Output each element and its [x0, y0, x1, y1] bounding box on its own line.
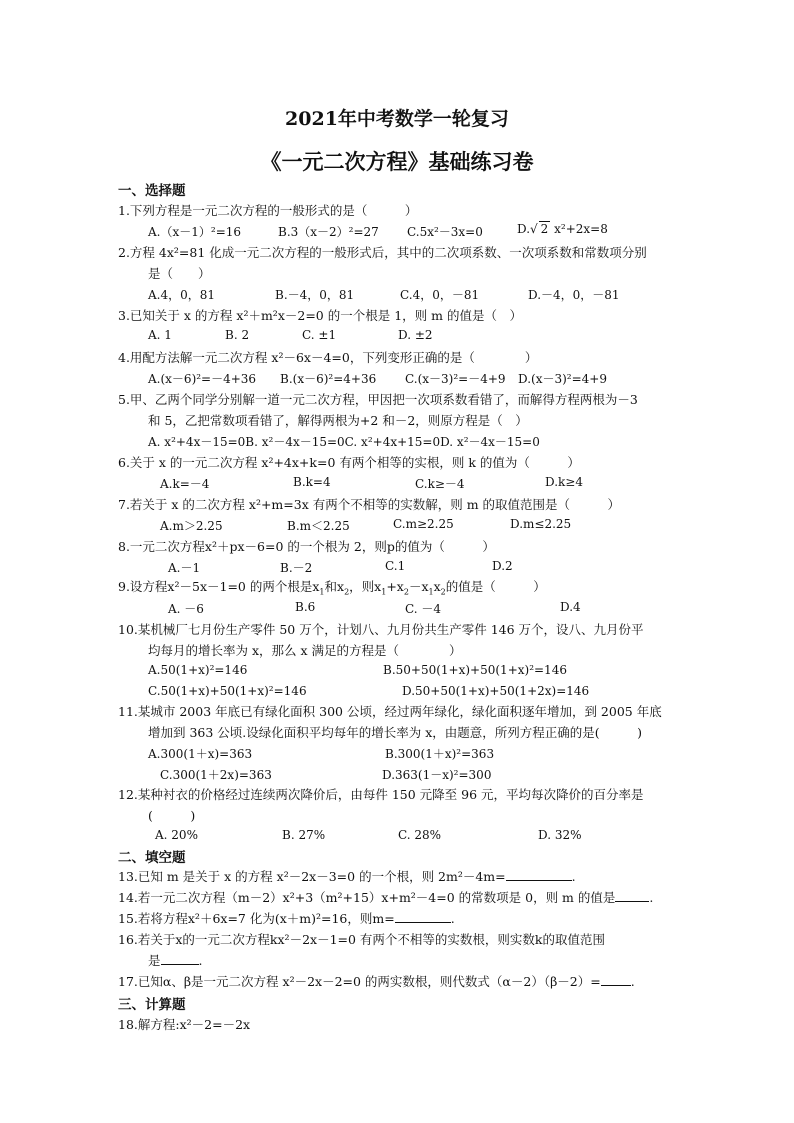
question-2-line-1: 2.方程 4x²=81 化成一元二次方程的一般形式后，其中的二次项系数、一次项系数和常数项分别 — [118, 245, 647, 260]
question-10-line-1: 10.某机械厂七月份生产零件 50 万个，计划八、九月份共生产零件 146 万个，设八、九月份平 — [118, 622, 644, 637]
question-16-line-2 — [148, 951, 203, 969]
q3-option-c: C. ±1 — [302, 328, 337, 342]
question-11-line-1: 11.某城市 2003 年底已有绿化面积 300 公顷，经过两年绿化，绿化面积逐年增加，到 2005 年底 — [118, 704, 662, 719]
q7-option-c: C.m≥2.25 — [393, 517, 454, 531]
answer-blank[interactable] — [601, 985, 631, 986]
q6-option-b: B.k=4 — [293, 475, 331, 489]
q9-option-a: A. －6 — [168, 602, 204, 616]
q10-option-d: D.50+50(1+x)+50(1+2x)=146 — [402, 684, 590, 698]
page-subtitle: 《一元二次方程》基础练习卷 — [260, 149, 534, 174]
q2-option-b: B.－4，0，81 — [275, 288, 355, 302]
q9-subscript: 1 — [428, 587, 434, 597]
q8-option-c: C.1 — [385, 559, 406, 573]
answer-blank[interactable] — [615, 901, 649, 902]
q13-period: . — [571, 869, 576, 884]
q14-period: . — [649, 890, 654, 905]
q9-subscript: 2 — [403, 587, 409, 597]
q4-option-b: B.(x－6)²=4+36 — [280, 372, 377, 386]
question-9 — [118, 577, 546, 597]
q12-option-c: C. 28% — [398, 828, 442, 842]
q11-option-a: A.300(1＋x)=363 — [148, 747, 253, 761]
q16-text: 是 — [148, 953, 161, 968]
q9-text-6: x — [433, 579, 441, 594]
q7-option-b: B.m＜2.25 — [287, 519, 350, 533]
q2-option-a: A.4，0，81 — [148, 288, 216, 302]
page-title: 2021年中考数学一轮复习 — [285, 108, 509, 130]
q7-option-a: A.m＞2.25 — [160, 519, 223, 533]
q6-option-c: C.k≥－4 — [415, 477, 465, 491]
q3-option-d: D. ±2 — [398, 328, 433, 342]
q15-period: . — [450, 911, 455, 926]
question-5-line-1: 5.甲、乙两个同学分别解一道一元二次方程，甲因把一次项系数看错了，而解得方程两根为－3 — [118, 392, 638, 407]
q15-text: 15.若将方程x²＋6x=7 化为(x＋m)²=16，则m= — [118, 911, 395, 926]
q6-option-a: A.k=－4 — [160, 477, 210, 491]
section-heading-choice: 一、选择题 — [118, 183, 186, 199]
q12-option-a: A. 20% — [155, 828, 198, 842]
q13-text: 13.已知 m 是关于 x 的方程 x²－2x－3=0 的一个根，则 2m²－4m= — [118, 869, 506, 884]
q4-option-a: A.(x－6)²=－4+36 — [148, 372, 257, 386]
q9-text-5: －x — [408, 579, 429, 594]
answer-blank[interactable] — [506, 880, 572, 881]
question-6: 6.关于 x 的一元二次方程 x²+4x+k=0 有两个相等的实根，则 k 的值为（ ） — [118, 455, 580, 470]
q12-option-b: B. 27% — [282, 828, 326, 842]
question-3: 3.已知关于 x 的方程 x²＋m²x－2=0 的一个根是 1，则 m 的值是（ ） — [118, 308, 522, 323]
q2-option-d: D.－4，0，－81 — [528, 288, 620, 302]
q9-text-7: 的值是（ ） — [445, 579, 546, 594]
q8-option-a: A.－1 — [168, 561, 201, 575]
q4-option-d: D.(x－3)²=4+9 — [518, 372, 607, 386]
question-17 — [118, 972, 635, 990]
q7-option-d: D.m≤2.25 — [510, 517, 572, 531]
q5-options: A. x²+4x－15=0B. x²－4x－15=0C. x²+4x+15=0D. x²－4x－15=0 — [148, 435, 540, 449]
question-12-line-2: ( ) — [148, 808, 196, 823]
q10-option-a: A.50(1+x)²=146 — [148, 663, 248, 677]
q8-option-b: B.－2 — [280, 561, 313, 575]
question-1: 1.下列方程是一元二次方程的一般形式的是（ ） — [118, 203, 418, 218]
q1-option-c: C.5x²－3x=0 — [407, 225, 483, 239]
q9-text-4: +x — [386, 579, 404, 594]
q6-option-d: D.k≥4 — [545, 475, 583, 489]
question-10-line-2: 均每月的增长率为 x，那么 x 满足的方程是（ ） — [148, 643, 462, 658]
question-8: 8.一元二次方程x²＋px－6=0 的一个根为 2，则p的值为（ ） — [118, 539, 495, 554]
question-11-line-2: 增加到 363 公顷.设绿化面积平均每年的增长率为 x，由题意，所列方程正确的是( ) — [148, 725, 643, 740]
q4-option-c: C.(x－3)²=－4+9 — [405, 372, 506, 386]
q1-option-b: B.3（x－2）²=27 — [278, 225, 379, 239]
q9-text-2: 和x — [324, 579, 345, 594]
answer-blank[interactable] — [395, 922, 451, 923]
q1-option-d-radicand: 2 — [540, 222, 549, 236]
q17-period: . — [630, 974, 635, 989]
q3-option-b: B. 2 — [225, 328, 250, 342]
q9-option-b: B.6 — [295, 600, 316, 614]
q10-option-c: C.50(1+x)+50(1+x)²=146 — [148, 684, 307, 698]
question-4: 4.用配方法解一元二次方程 x²－6x－4=0，下列变形正确的是（ ） — [118, 350, 538, 365]
q9-subscript: 2 — [440, 587, 446, 597]
question-5-line-2: 和 5，乙把常数项看错了，解得两根为+2 和－2，则原方程是（ ） — [148, 413, 528, 428]
q3-option-a: A. 1 — [148, 328, 172, 342]
question-18: 18.解方程:x²－2=－2x — [118, 1017, 251, 1032]
q10-option-b: B.50+50(1+x)+50(1+x)²=146 — [383, 663, 567, 677]
q14-text: 14.若一元二次方程（m－2）x²+3（m²+15）x+m²－4=0 的常数项是 0，则 m 的值是 — [118, 890, 616, 905]
question-16-line-1: 16.若关于x的一元二次方程kx²－2x－1=0 有两个不相等的实数根，则实数k的取值范围 — [118, 932, 605, 947]
q9-subscript: 1 — [319, 587, 325, 597]
q11-option-c: C.300(1＋2x)=363 — [160, 768, 272, 782]
question-2-line-2: 是（ ） — [148, 266, 211, 281]
q9-text-3: ，则x — [349, 579, 382, 594]
q9-subscript: 2 — [344, 587, 350, 597]
q9-subscript: 1 — [381, 587, 387, 597]
question-15 — [118, 909, 455, 927]
q2-option-c: C.4，0，－81 — [400, 288, 480, 302]
q17-text: 17.已知α、β是一元二次方程 x²－2x－2=0 的两实数根，则代数式（α－2）（β－2）= — [118, 974, 601, 989]
section-heading-calc: 三、计算题 — [118, 997, 186, 1013]
q11-option-b: B.300(1＋x)²=363 — [385, 747, 495, 761]
q1-option-d — [517, 221, 608, 236]
sqrt-symbol: √ — [530, 222, 538, 236]
q9-option-d: D.4 — [560, 600, 581, 614]
q1-option-d-rest: x²+2x=8 — [554, 222, 608, 236]
q11-option-d: D.363(1－x)²=300 — [382, 768, 492, 782]
answer-blank[interactable] — [161, 964, 199, 965]
section-heading-fill: 二、填空题 — [118, 850, 186, 866]
question-13 — [118, 867, 576, 885]
question-12-line-1: 12.某种衬衣的价格经过连续两次降价后，由每件 150 元降至 96 元，平均每次降价的百分率是 — [118, 787, 644, 802]
question-7: 7.若关于 x 的二次方程 x²+m=3x 有两个不相等的实数解，则 m 的取值范围是（ ） — [118, 497, 621, 512]
q16-period: . — [198, 953, 203, 968]
q8-option-d: D.2 — [492, 559, 513, 573]
q9-option-c: C. －4 — [405, 602, 442, 616]
question-14 — [118, 888, 653, 906]
q12-option-d: D. 32% — [538, 828, 582, 842]
q1-option-d-prefix: D. — [517, 222, 531, 236]
q9-text-1: 9.设方程x²－5x－1=0 的两个根是x — [118, 579, 320, 594]
q1-option-a: A.（x－1）²=16 — [148, 225, 242, 239]
